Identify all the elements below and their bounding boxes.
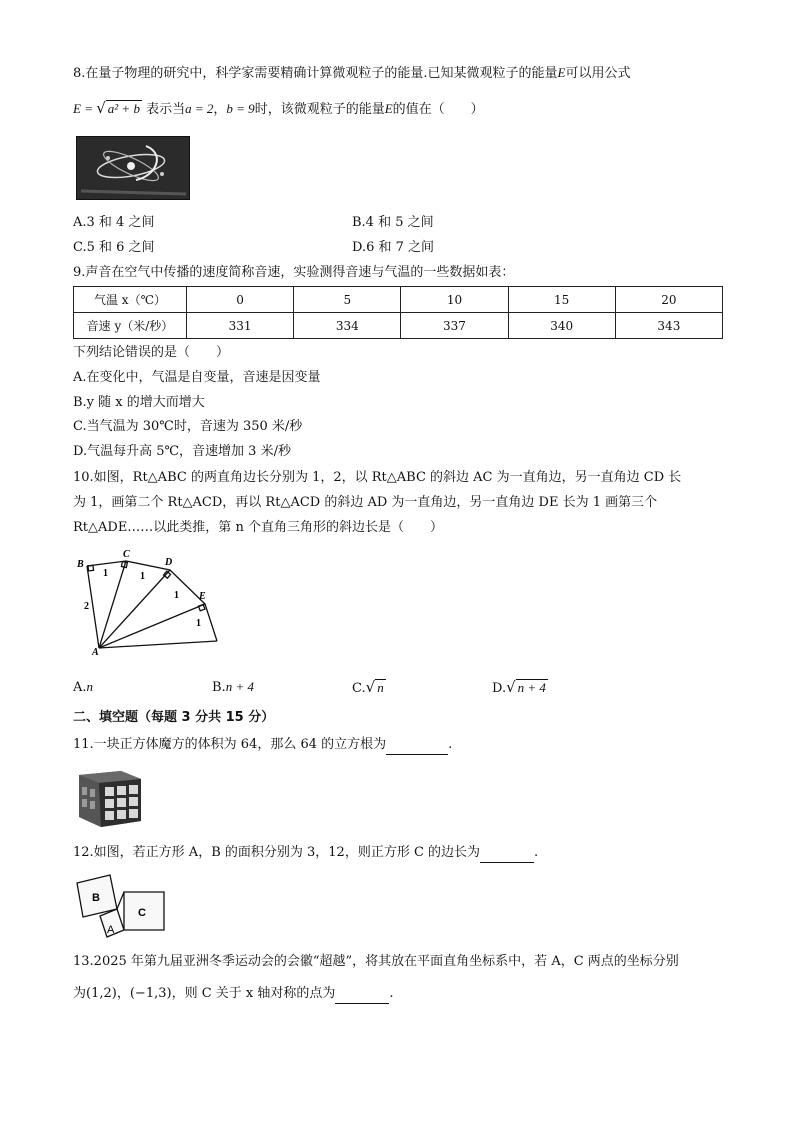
point-label-b: B	[77, 559, 84, 570]
sqrt-sign: √	[365, 678, 376, 696]
q12-answer-blank[interactable]	[480, 844, 534, 863]
q8-option-c[interactable]: C.5 和 6 之间	[73, 240, 155, 255]
rubiks-cube-photo	[75, 765, 145, 829]
q9-option-b[interactable]: B.y 随 x 的增大而增大	[73, 395, 205, 410]
q9-stem: 9.声音在空气中传播的速度简称音速，实验测得音速与气温的一些数据如表：	[73, 265, 515, 280]
q13-line2: 为(1,2)，(−1,3)，则 C 关于 x 轴对称的点为 .	[73, 985, 394, 1004]
table-cell: 343	[615, 313, 722, 339]
q11-answer-blank[interactable]	[386, 736, 448, 755]
q8-option-d[interactable]: D.6 和 7 之间	[352, 240, 435, 255]
q8-line2: E = √ a² + b 表示当a = 2，b = 9时，该微观粒子的能量E的值在（ ）	[73, 99, 484, 117]
square-label-a: A	[107, 924, 115, 936]
q13-answer-blank[interactable]	[335, 985, 389, 1004]
length-label-cd: 1	[140, 571, 145, 582]
point-label-a: A	[92, 647, 99, 656]
point-label-d: D	[165, 557, 173, 568]
table-cell: 5	[294, 287, 401, 313]
q9-option-c[interactable]: C.当气温为 30℃时，音速为 350 米/秒	[73, 419, 303, 434]
section-title-fill-in: 二、填空题（每题 3 分共 15 分）	[73, 710, 275, 725]
q8-option-b[interactable]: B.4 和 5 之间	[352, 215, 434, 230]
q10-line1: 10.如图，Rt△ABC 的两直角边长分别为 1，2，以 Rt△ABC 的斜边 AC 为一直角边，另一直角边 CD 长	[73, 470, 682, 485]
q9-option-a[interactable]: A.在变化中，气温是自变量，音速是因变量	[73, 370, 321, 385]
table-header-temperature: 气温 x（℃）	[74, 287, 187, 313]
q8-option-a[interactable]: A.3 和 4 之间	[73, 215, 155, 230]
q10-line2: 为 1，画第二个 Rt△ACD，再以 Rt△ACD 的斜边 AD 为一直角边，另一直角边 DE 长为 1 画第三个	[73, 495, 658, 510]
q10-line3: Rt△ADE……以此类推，第 n 个直角三角形的斜边长是（ ）	[73, 520, 443, 535]
table-cell: 340	[508, 313, 615, 339]
point-label-c: C	[123, 549, 130, 560]
table-cell: 331	[187, 313, 294, 339]
q9-option-d[interactable]: D.气温每升高 5℃，音速增加 3 米/秒	[73, 444, 291, 459]
table-cell: 0	[187, 287, 294, 313]
q10-option-b[interactable]: B.n + 4	[212, 679, 254, 695]
table-cell: 334	[294, 313, 401, 339]
table-row	[74, 287, 723, 313]
table-cell: 10	[401, 287, 508, 313]
length-label-de: 1	[174, 590, 179, 601]
q11-text: 11.一块正方体魔方的体积为 64，那么 64 的立方根为 .	[73, 736, 452, 755]
table-cell: 15	[508, 287, 615, 313]
table-header-sound-speed: 音速 y（米/秒）	[74, 313, 187, 339]
length-label-bc: 1	[103, 568, 108, 579]
q13-line1: 13.2025 年第九届亚洲冬季运动会的会徽“超越”，将其放在平面直角坐标系中，若 A，C 两点的坐标分别	[73, 954, 679, 969]
table-cell: 337	[401, 313, 508, 339]
three-squares-figure	[74, 872, 168, 944]
table-row	[74, 313, 723, 339]
q12-text: 12.如图，若正方形 A，B 的面积分别为 3，12，则正方形 C 的边长为 .	[73, 844, 538, 863]
sound-speed-table	[73, 286, 723, 339]
q9-question: 下列结论错误的是（ ）	[73, 345, 230, 360]
q10-option-c[interactable]: C.√ n	[352, 678, 384, 696]
table-cell: 20	[615, 287, 722, 313]
right-triangle-spiral-figure	[72, 546, 224, 656]
q10-option-a[interactable]: A.n	[73, 679, 94, 695]
square-label-b: B	[92, 892, 100, 904]
q8-line1: 8.在量子物理的研究中，科学家需要精确计算微观粒子的能量.已知某微观粒子的能量E可以用公式	[73, 65, 631, 81]
point-label-e: E	[199, 591, 206, 602]
sqrt-sign: √	[506, 678, 516, 696]
q10-option-d[interactable]: D.√ n + 4	[492, 678, 546, 696]
square-label-c: C	[138, 907, 146, 919]
length-label-ab: 2	[84, 601, 89, 612]
length-label-ef: 1	[196, 618, 201, 629]
particle-photo	[76, 136, 190, 200]
